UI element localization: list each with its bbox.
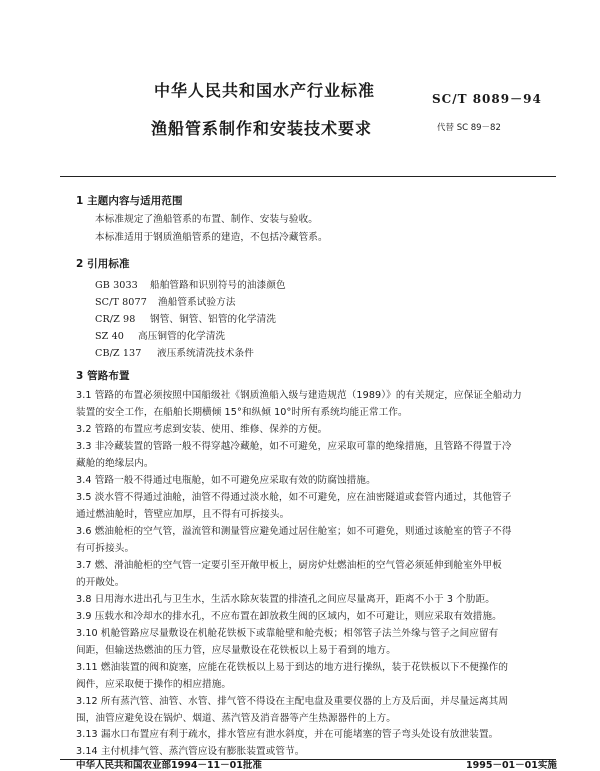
paragraph-line: 围，油管应避免设在锅炉、烟道、蒸汽管及消音器等产生热源器件的上方。 bbox=[76, 713, 396, 724]
paragraph-line: 3.11 燃油装置的阀和旋塞，应能在花铁板以上易于到达的地方进行操纵，装于花铁板以下不便操作的 bbox=[76, 662, 509, 673]
paragraph-line: 藏舱的绝缘层内。 bbox=[76, 458, 154, 469]
reference-code: CR/Z 98 bbox=[95, 314, 136, 325]
section-3-heading: 3 管路布置 bbox=[76, 370, 130, 382]
paragraph-line: 3.6 燃油舱柜的空气管，溢流管和测量管应避免通过居住舱室；如不可避免，则通过该舱室的管子不得 bbox=[76, 526, 512, 537]
paragraph-line: 的开敞处。 bbox=[76, 577, 125, 588]
reference-name: 渔船管系试验方法 bbox=[158, 297, 236, 308]
effective-date: 1995－01－01实施 bbox=[466, 760, 557, 771]
paragraph-line: 3.2 管路的布置应考虑到安装、使用、维修、保养的方便。 bbox=[76, 424, 328, 435]
paragraph-line: 3.14 主付机排气管、蒸汽管应设有膨胀装置或管节。 bbox=[76, 746, 305, 757]
paragraph-line: 3.4 管路一般不得通过电瓶舱，如不可避免应采取有效的防腐蚀措施。 bbox=[76, 475, 376, 486]
paragraph-line: 装置的安全工作，在船舶长期横倾 15°和纵倾 10°时所有系统均能正常工作。 bbox=[76, 407, 408, 418]
paragraph-line: 3.1 管路的布置必须按照中国船级社《钢质渔船入级与建造规范（1989）》的有关规定，应保证全船动力 bbox=[76, 390, 522, 401]
paragraph-line: 有可拆接头。 bbox=[76, 543, 135, 554]
approval-note: 中华人民共和国农业部1994－11－01批准 bbox=[76, 760, 262, 771]
replaces-note: 代替 SC 89－82 bbox=[437, 123, 501, 133]
paragraph-line: 本标准适用于钢质渔船管系的建造，不包括冷藏管系。 bbox=[95, 232, 328, 243]
paragraph-line: 3.8 日用海水进出孔与卫生水，生活水除灰装置的排渣孔之间应尽量离开，距离不小于 3 个肋距。 bbox=[76, 594, 495, 605]
publisher-title: 中华人民共和国水产行业标准 bbox=[154, 81, 376, 100]
paragraph-line: 3.9 压载水和冷却水的排水孔，不应布置在卸放救生阀的区域内，如不可避让，则应采取有效措施。 bbox=[76, 611, 502, 622]
paragraph-line: 本标准规定了渔船管系的布置、制作、安装与验收。 bbox=[95, 214, 318, 225]
reference-code: SC/T 8077 bbox=[95, 297, 147, 308]
paragraph-line: 3.10 机舱管路应尽量敷设在机舱花铁板下或靠舱壁和舱壳板；相邻管子法兰外缘与管子之间应留有 bbox=[76, 628, 499, 639]
section-1-heading: 1 主题内容与适用范围 bbox=[76, 195, 183, 207]
paragraph-line: 3.3 非冷藏装置的管路一般不得穿越冷藏舱，如不可避免，应采取可靠的绝缘措施，且管路不得置于冷 bbox=[76, 441, 512, 452]
paragraph-line: 3.12 所有蒸汽管、油管、水管、排气管不得设在主配电盘及重要仪器的上方及后面，并尽量远离其周 bbox=[76, 696, 509, 707]
paragraph-line: 通过燃油舱时，管壁应加厚，且不得有可拆接头。 bbox=[76, 509, 290, 520]
reference-code: GB 3033 bbox=[95, 280, 138, 291]
reference-code: CB/Z 137 bbox=[95, 348, 142, 359]
document-title: 渔船管系制作和安装技术要求 bbox=[151, 119, 373, 138]
reference-code: SZ 40 bbox=[95, 331, 124, 342]
reference-name: 高压铜管的化学清洗 bbox=[138, 331, 226, 342]
paragraph-line: 3.13 漏水口布置应有利于疏水，排水管应有泄水斜度，并在可能堵塞的管子弯头处设有放泄装置。 bbox=[76, 729, 499, 740]
standard-code: SC/T 8089－94 bbox=[432, 92, 542, 106]
section-2-heading: 2 引用标准 bbox=[76, 258, 130, 270]
reference-name: 船舶管路和识别符号的油漆颜色 bbox=[150, 280, 286, 291]
paragraph-line: 3.5 淡水管不得通过油舱，油管不得通过淡水舱，如不可避免，应在油密隧道或套管内通过，其他管子 bbox=[76, 492, 512, 503]
header-rule bbox=[60, 176, 556, 177]
paragraph-line: 阀件，应采取便于操作的相应措施。 bbox=[76, 679, 232, 690]
paragraph-line: 间距，但输送热燃油的压力管，应尽量敷设在花铁板以上易于看到的地方。 bbox=[76, 645, 396, 656]
reference-name: 液压系统清洗技术条件 bbox=[157, 348, 254, 359]
paragraph-line: 3.7 燃、滑油舱柜的空气管一定要引至开敞甲板上，厨房炉灶燃油柜的空气管必须延伸到舱室外甲板 bbox=[76, 560, 502, 571]
reference-name: 钢管、铜管、铝管的化学清洗 bbox=[150, 314, 277, 325]
